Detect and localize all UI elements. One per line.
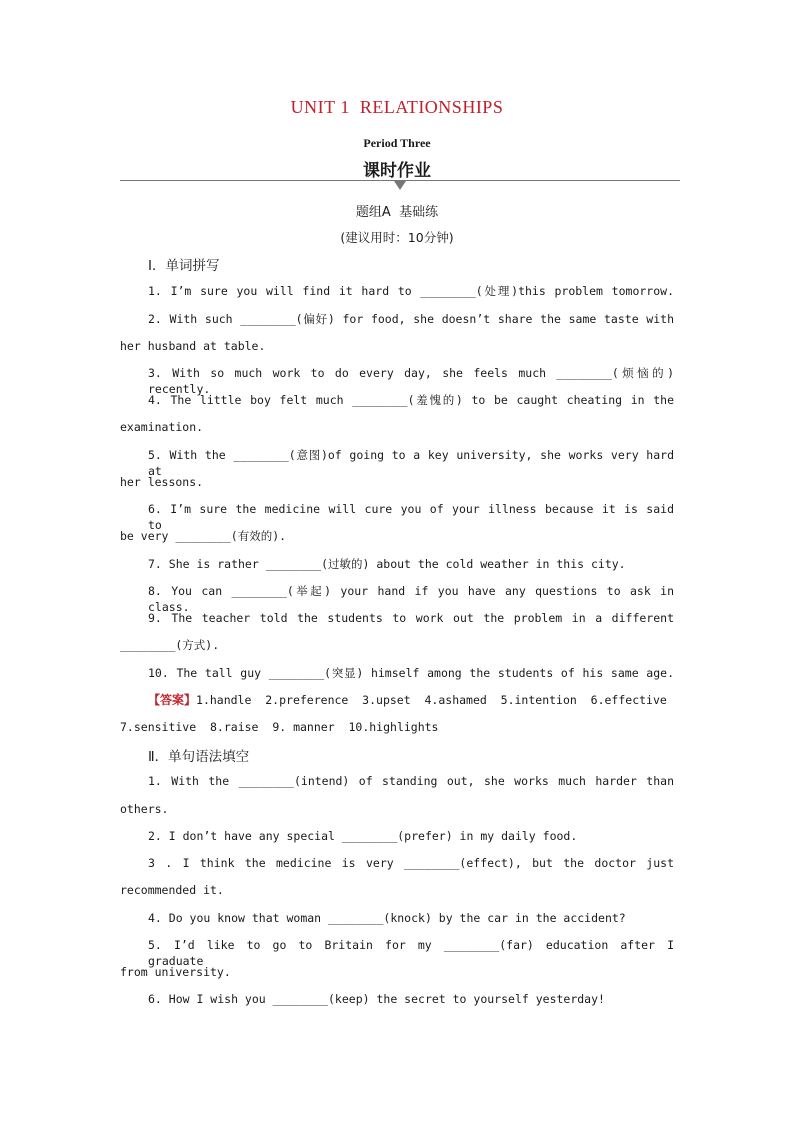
homework-heading: 课时作业 <box>363 161 431 181</box>
s1-line: 10. The tall guy ________(突显) himself among the students of his same age. <box>148 666 674 680</box>
s1-line: 6. I’m sure the medicine will cure you of your illness because it is said to <box>148 502 674 532</box>
divider-triangle-icon <box>394 181 406 190</box>
answer-text: 1.handle 2.preference 3.upset 4.ashamed 5.intention 6.effective <box>196 693 667 707</box>
answer-line <box>148 692 674 708</box>
s1-line: her lessons. <box>120 475 204 489</box>
unit-title: UNIT 1 RELATIONSHIPS <box>290 97 504 117</box>
s2-line: 5. I’d like to go to Britain for my ________(far) education after I graduate <box>148 938 674 968</box>
s2-line: from university. <box>120 965 231 979</box>
s1-line: her husband at table. <box>120 339 266 353</box>
s2-line: 4. Do you know that woman ________(knock) by the car in the accident? <box>148 911 626 925</box>
s1-line: 4. The little boy felt much ________(羞愧的) to be caught cheating in the <box>148 393 674 407</box>
answer-line-continued: 7.sensitive 8.raise 9. manner 10.highlights <box>120 720 439 734</box>
s2-line: others. <box>120 802 169 816</box>
suggested-time: (建议用时：10分钟) <box>340 230 454 245</box>
s2-line: 6. How I wish you ________(keep) the secret to yourself yesterday! <box>148 992 605 1006</box>
s1-line: be very ________(有效的). <box>120 529 287 543</box>
s1-line: 7. She is rather ________(过敏的) about the cold weather in this city. <box>148 557 626 571</box>
s1-line: 5. With the ________(意图)of going to a key university, she works very hard at <box>148 448 674 478</box>
s2-line: 3 . I think the medicine is very ________(effect), but the doctor just <box>148 856 674 870</box>
s1-line: ________(方式). <box>120 638 220 652</box>
s1-line: 3. With so much work to do every day, she feels much ________(烦恼的) recently. <box>148 366 674 396</box>
s1-line: 8. You can ________(举起) your hand if you have any questions to ask in class. <box>148 584 674 614</box>
s1-line: 9. The teacher told the students to work out the problem in a different <box>148 611 674 625</box>
question-group-label: 题组A 基础练 <box>355 205 439 220</box>
s1-line: 1. I’m sure you will find it hard to ________(处理)this problem tomorrow. <box>148 284 674 298</box>
period-label: Period Three <box>363 136 431 150</box>
s1-line: 2. With such ________(偏好) for food, she doesn’t share the same taste with <box>148 312 674 326</box>
section1-title: Ⅰ．单词拼写 <box>148 258 220 274</box>
answer-tag: 【答案】 <box>148 693 197 707</box>
s1-line: examination. <box>120 420 204 434</box>
s2-line: 2. I don’t have any special ________(prefer) in my daily food. <box>148 829 578 843</box>
s2-line: 1. With the ________(intend) of standing out, she works much harder than <box>148 774 674 788</box>
section2-title: Ⅱ．单句语法填空 <box>148 749 250 765</box>
s2-line: recommended it. <box>120 883 224 897</box>
